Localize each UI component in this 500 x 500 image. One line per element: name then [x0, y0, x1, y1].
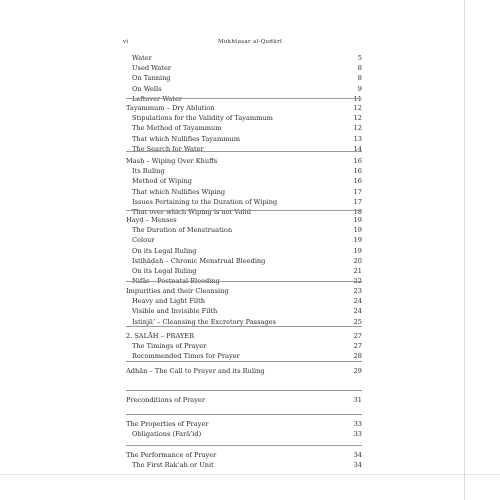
toc-subentry[interactable] [126, 176, 362, 186]
toc-entry-page: 29 [353, 367, 362, 375]
toc-entry-title: Ḥayḍ – Menses [126, 216, 177, 224]
toc-entry[interactable] [126, 366, 362, 376]
toc-subentry[interactable] [126, 296, 362, 306]
toc-entry-page: 27 [353, 342, 362, 351]
toc-entry-page: 14 [353, 144, 362, 153]
toc-subentry[interactable] [126, 123, 362, 133]
toc-entry-page: 33 [353, 430, 362, 439]
toc-entry-title: The Duration of Menstruation [132, 226, 233, 235]
toc-subentry[interactable] [126, 306, 362, 316]
toc-entry[interactable] [126, 286, 362, 296]
toc-subentry[interactable] [126, 256, 362, 266]
toc-entry-page: 22 [353, 277, 362, 286]
toc-subentry[interactable] [126, 429, 362, 439]
toc-entry-title: Preconditions of Prayer [126, 396, 205, 404]
toc-entry[interactable] [126, 450, 362, 460]
toc-section [126, 445, 362, 470]
toc-entry-page: 19 [353, 226, 362, 235]
toc-entry-title: That over which Wiping is not Valid [132, 208, 251, 216]
toc-entry-page: 9 [357, 84, 362, 93]
toc-entry-title: The First Rak‘ah or Unit [132, 461, 214, 470]
toc-entry-page: 24 [353, 297, 362, 306]
toc-subentry[interactable] [126, 73, 362, 83]
toc-entry-page: 19 [353, 216, 362, 224]
toc-subentry[interactable] [126, 351, 362, 361]
toc-subentry[interactable] [126, 166, 362, 176]
running-head [0, 39, 500, 49]
toc-entry-page: 31 [353, 396, 362, 404]
toc-entry-page: 17 [353, 187, 362, 196]
toc-entry-page: 8 [357, 64, 362, 73]
toc-entry-page: 16 [353, 177, 362, 186]
toc-subentry[interactable] [126, 246, 362, 256]
toc-entry-title: That which Nullifies Tayammum [132, 134, 240, 143]
toc-subentry[interactable] [126, 84, 362, 94]
toc-entry-page: 12 [353, 104, 362, 112]
toc-entry-title: Stipulations for the Validity of Tayammum [132, 114, 273, 123]
toc-entry-title: Leftover Water [132, 94, 183, 103]
toc-entry[interactable] [126, 215, 362, 225]
toc-subentry[interactable] [126, 266, 362, 276]
toc-entry-page: 19 [353, 246, 362, 255]
toc-entry-title: Recommended Times for Prayer [132, 352, 240, 361]
toc-section [126, 151, 362, 216]
toc-entry-page: 17 [353, 197, 362, 206]
toc-entry-page: 23 [353, 287, 362, 295]
toc-subentry[interactable] [126, 235, 362, 245]
toc-entry-title: Its Ruling [132, 167, 165, 176]
toc-subentry[interactable] [126, 144, 362, 154]
toc-subentry[interactable] [126, 113, 362, 123]
toc-entry-title: Nifās – Postnatal Bleeding [132, 277, 220, 286]
toc-entry-page: 11 [353, 94, 362, 103]
book-title: Mukhtaṣar al-Qudūrī [217, 39, 283, 45]
toc-entry-page: 33 [353, 420, 362, 428]
toc-entry-title: Colour [132, 236, 155, 245]
toc-entry-title: The Method of Tayammum [132, 124, 222, 133]
toc-section [126, 414, 362, 439]
toc-entry-page: 34 [353, 461, 362, 470]
toc-entry-title: Heavy and Light Filth [132, 297, 206, 306]
toc-subentry[interactable] [126, 63, 362, 73]
page-edge-bottom [0, 474, 500, 475]
toc-entry-page: 27 [353, 332, 362, 340]
toc-entry-page: 12 [353, 124, 362, 133]
toc-entry-title: Water [132, 54, 152, 62]
toc-entry-page: 24 [353, 307, 362, 316]
toc-entry-title: Used Water [132, 64, 171, 73]
toc-entry-page: 21 [353, 267, 362, 275]
toc-entry-title: Tayammum – Dry Ablution [126, 104, 215, 112]
toc-entry-title: The Timings of Prayer [132, 342, 207, 351]
toc-section [126, 390, 362, 404]
toc-entry-page: 28 [353, 352, 362, 361]
toc-entry[interactable] [126, 156, 362, 166]
toc-entry-page: 12 [353, 114, 362, 123]
toc-subentry[interactable] [126, 341, 362, 351]
toc-entry-title: The Performance of Prayer [126, 451, 217, 459]
toc-entry-title: Issues Pertaining to the Duration of Wiping [132, 197, 278, 206]
toc-entry-page: 16 [353, 167, 362, 176]
toc-entry-title: Istinjā’ – Cleansing the Excretory Passages [132, 317, 276, 326]
toc-entry-title: The Search for Water [132, 144, 204, 153]
toc-subentry[interactable] [126, 460, 362, 470]
toc-section [126, 326, 362, 361]
toc-entry-page: 25 [353, 317, 362, 326]
toc-entry-title: On its Legal Ruling [132, 246, 197, 255]
toc-entry-title: Obligations (Farā’iḍ) [132, 430, 202, 439]
toc-entry-title: Adhān – The Call to Prayer and its Ruling [126, 367, 265, 375]
toc-entry-title: Masḥ – Wiping Over Khuffs [126, 157, 218, 165]
toc-entry-title: That which Nullifies Wiping [132, 187, 226, 196]
toc-entry-title: On its Legal Ruling [132, 267, 197, 275]
toc-entry[interactable] [126, 395, 362, 405]
toc-entry-page: 13 [353, 134, 362, 143]
toc-entry-page: 8 [357, 74, 362, 83]
toc-subentry[interactable] [126, 187, 362, 197]
toc-subentry[interactable] [126, 134, 362, 144]
toc-entry-title: Visible and Invisible Filth [132, 307, 218, 316]
toc-section [126, 361, 362, 375]
toc-subentry[interactable] [126, 197, 362, 207]
toc-entry-page: 34 [353, 451, 362, 459]
toc-entry-page: 16 [353, 157, 362, 165]
toc-subentry[interactable] [126, 53, 362, 63]
toc-entry-title: On Wells [132, 84, 162, 93]
toc-subentry[interactable] [126, 225, 362, 235]
toc-entry-title: The Properties of Prayer [126, 420, 209, 428]
toc-entry-page: 18 [353, 208, 362, 216]
toc-entry[interactable] [126, 419, 362, 429]
toc-entry-title: Method of Wiping [132, 177, 192, 186]
toc-entry-page: 5 [357, 54, 362, 62]
page-number: vi [123, 39, 129, 45]
toc-entry-title: On Tanning [132, 74, 171, 83]
toc-entry-page: 19 [353, 236, 362, 245]
toc-entry[interactable] [126, 331, 362, 341]
toc-entry-title: 2. ṢALĀH – PRAYER [126, 332, 195, 340]
toc-entry-title: Impurities and their Cleansing [126, 287, 229, 295]
toc-entry-title: Istiḥāḍah – Chronic Menstrual Bleeding [132, 256, 266, 265]
page-edge-right [464, 0, 465, 500]
toc-entry-page: 20 [353, 256, 362, 265]
toc-entry[interactable] [126, 103, 362, 113]
